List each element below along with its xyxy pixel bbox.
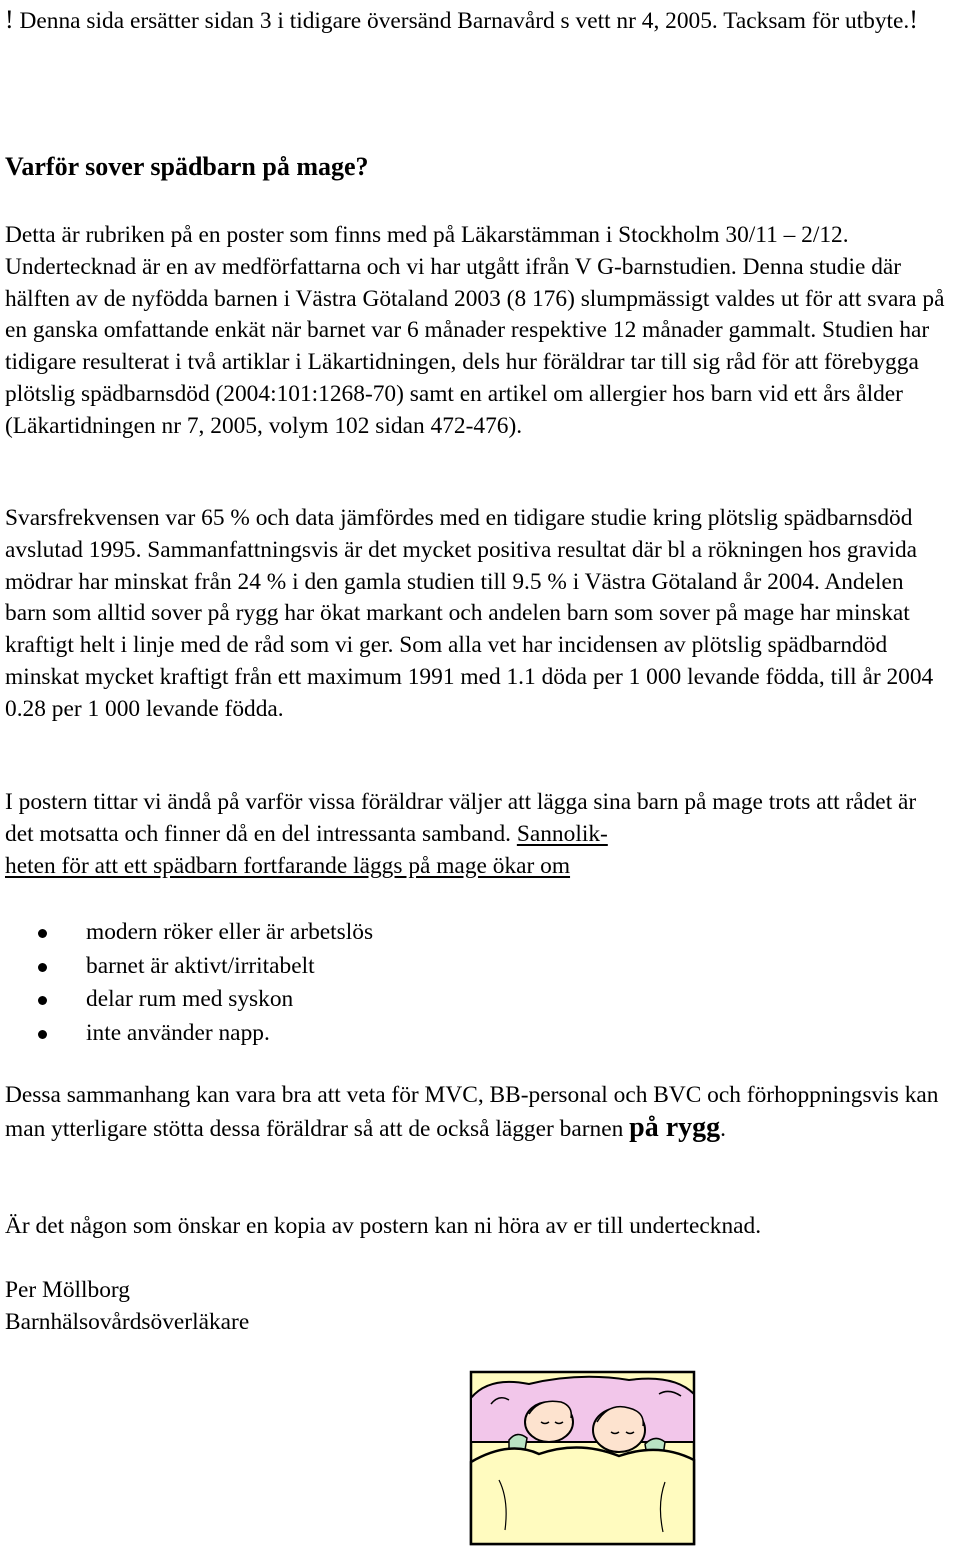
poster-paragraph	[5, 787, 950, 882]
exclamation-mark: !	[909, 5, 918, 34]
closing-text: Dessa sammanhang kan vara bra att veta för MVC, BB-personal och BVC och förhoppningsvis kan man ytterligare stötta dessa föräldrar så att de också lägger barnen	[5, 1082, 939, 1142]
signature-block	[5, 1275, 950, 1339]
risk-factor-list	[38, 916, 373, 1050]
intro-paragraph: Detta är rubriken på en poster som finns med på Läkarstämman i Stockholm 30/11 – 2/12. Undertecknad är en av medförfattarna och vi har utgått ifrån V G-barnstudien. Denna studie där hälften av de nyfödda barnen i Västra Götaland 2003 (8 176) slumpmässigt valdes ut för att svara på en ganska omfattande enkät när barnet var 6 månader respektive 12 månader gammalt. Studien har tidigare resulterat i två artiklar i Läkartidningen, dels hur föräldrar tar till sig råd för att förebygga plötslig spädbarnsdöd (2004:101:1268-70) samt en artikel om allergier hos barn vid ett års ålder (Läkartidningen nr 7, 2005, volym 102 sidan 472-476).	[5, 222, 945, 439]
poster-text: I postern tittar vi ändå på varför vissa föräldrar väljer att lägga sina barn på mage trots att rådet är det motsatta och finner då en del intressanta samband.	[5, 789, 917, 847]
list-item: inte använder napp.	[38, 1017, 373, 1051]
list-item: barnet är aktivt/irritabelt	[38, 950, 373, 984]
exclamation-mark: !	[5, 5, 14, 34]
bullet-icon	[38, 929, 47, 938]
underlined-text: heten för att ett spädbarn fortfarande läggs på mage ökar om	[5, 852, 571, 879]
bullet-icon	[38, 1030, 47, 1039]
sleeping-babies-illustration	[469, 1370, 696, 1546]
emphasis-text: på rygg	[629, 1111, 721, 1143]
results-paragraph: Svarsfrekvensen var 65 % och data jämfördes med en tidigare studie kring plötslig spädbarnsdöd avslutad 1995. Sammanfattningsvis är det mycket positiva resultat där bl a rökningen hos gravida mödrar har minskat från 24 % i den gamla studien till 9.5 % i Västra Götaland år 2004. Andelen barn som alltid sover på rygg har ökat markant och andelen barn som sover på mage har minskat kraftigt helt i linje med de råd som vi ger. Som alla vet har incidensen av plötslig spädbarndöd minskat mycket kraftigt från ett maximum 1991 med 1.1 döda per 1 000 levande födda, till år 2004 0.28 per 1 000 levande födda.	[5, 505, 934, 722]
article-title: Varför sover spädbarn på mage?	[5, 152, 369, 181]
list-item: delar rum med syskon	[38, 983, 373, 1017]
bullet-icon	[38, 963, 47, 972]
note-text: Denna sida ersätter sidan 3 i tidigare översänd Barnavård s vett nr 4, 2005. Tacksam för utbyte.	[13, 8, 910, 34]
closing-paragraph: Dessa sammanhang kan vara bra att veta för MVC, BB-personal och BVC och förhoppningsvis kan man ytterligare stötta dessa föräldrar så att de också lägger barnen på rygg.	[5, 1082, 939, 1143]
bullet-icon	[38, 996, 47, 1005]
underlined-text: Sannolik-	[516, 820, 608, 847]
replacement-note	[5, 4, 950, 38]
signature-role: Barnhälsovårdsöverläkare	[5, 1308, 250, 1335]
signature-name: Per Möllborg	[5, 1277, 130, 1303]
request-paragraph: Är det någon som önskar en kopia av postern kan ni höra av er till undertecknad.	[5, 1213, 762, 1239]
list-item: modern röker eller är arbetslös	[38, 916, 373, 950]
